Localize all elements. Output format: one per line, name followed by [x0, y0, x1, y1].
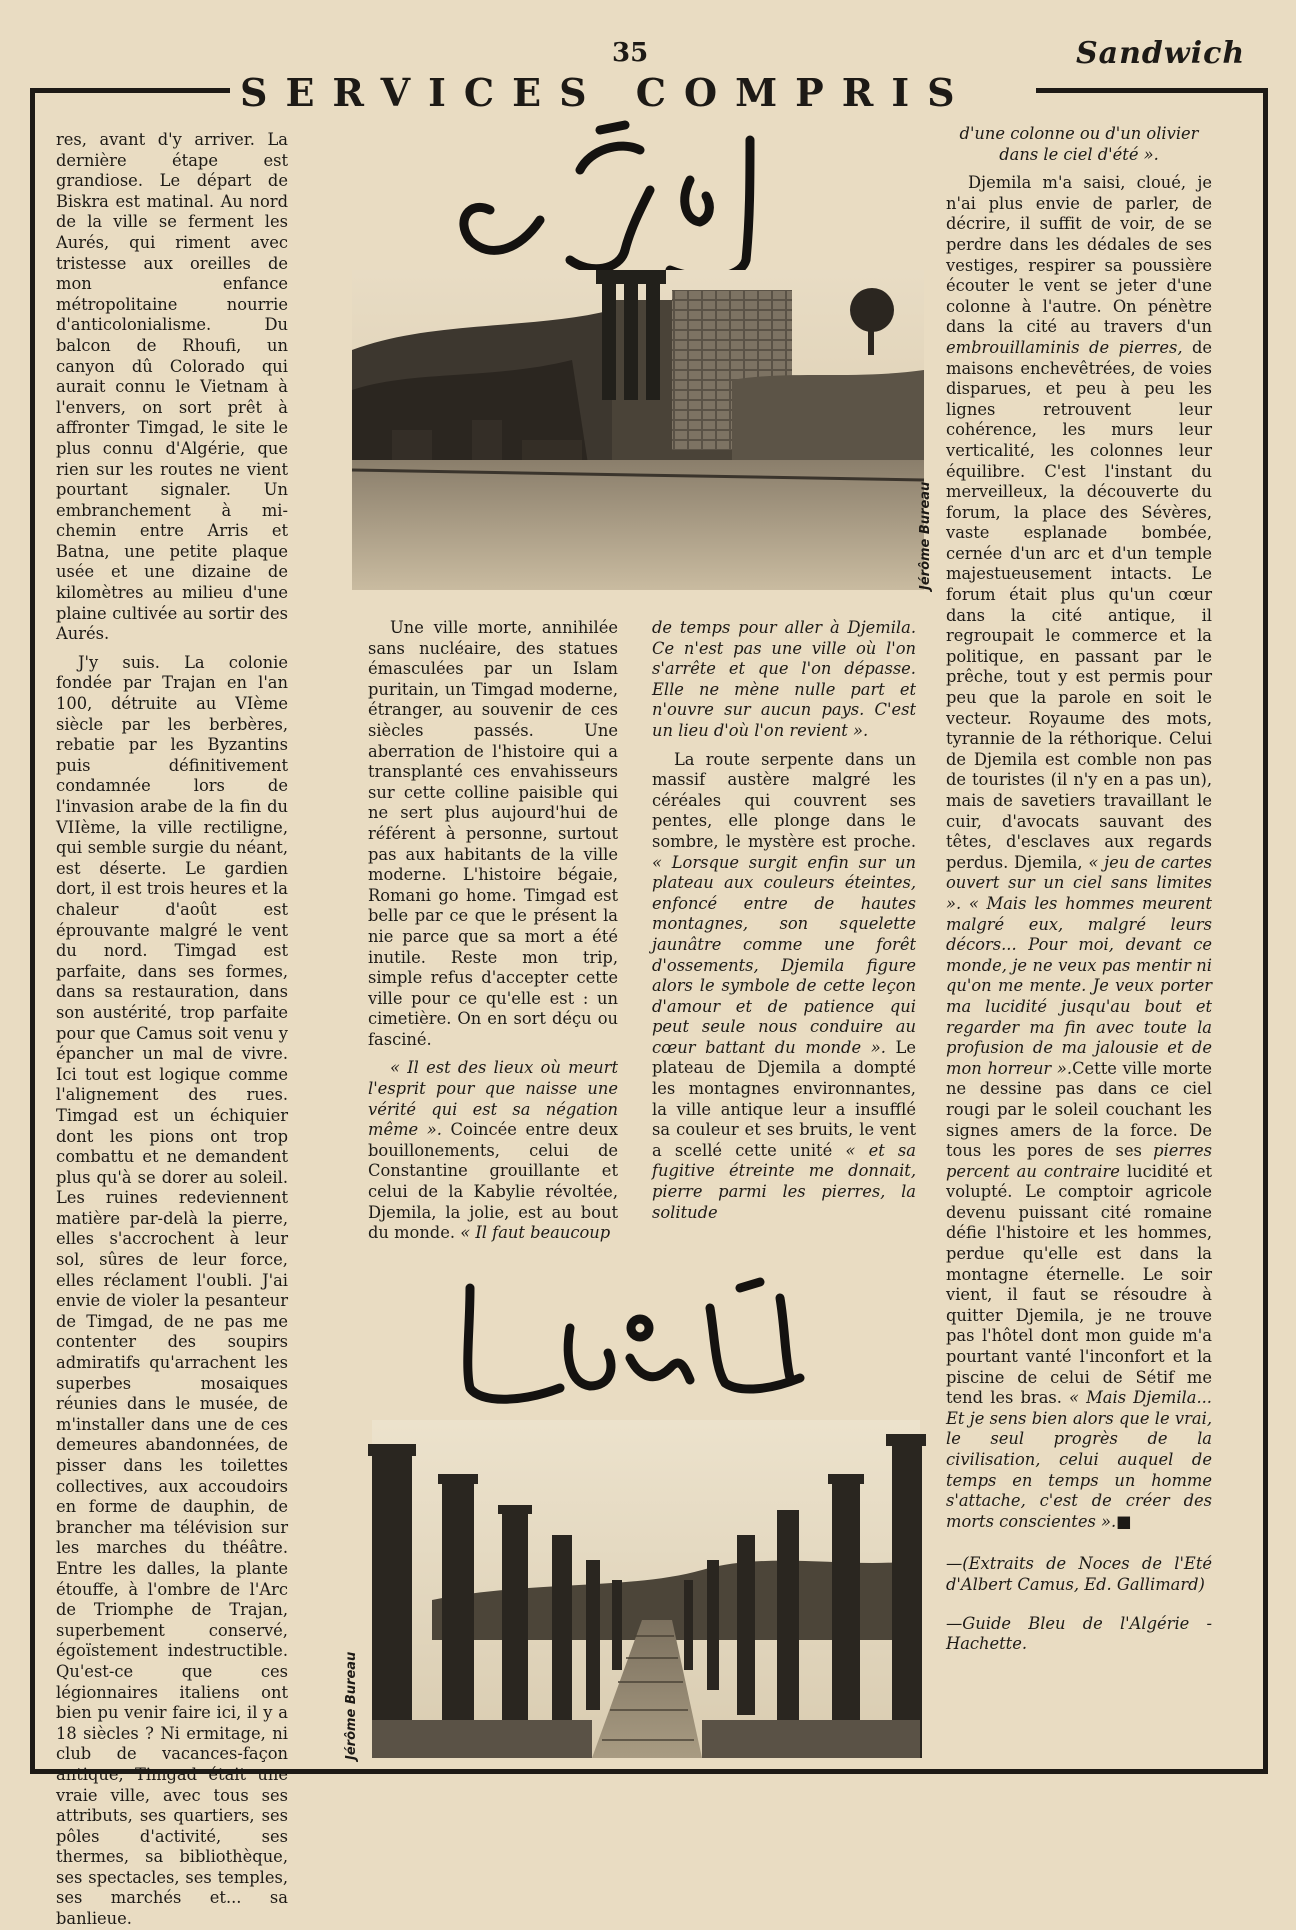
- photo-credit: Jérôme Bureau: [344, 1651, 359, 1760]
- calligraphy-stroke: [630, 1358, 690, 1380]
- text-run: Coincée entre deux bouillonements, celui de Constantine grouillante et celui de la Kabylie révoltée, Djemila, la jolie, est au bout du monde.: [368, 1120, 618, 1243]
- end-mark: ■: [1116, 1511, 1132, 1531]
- frame-right: [1263, 88, 1268, 1774]
- camus-quote: « et sa fugitive étreinte me donnait, pierre parmi les pierres, la solitude: [652, 1140, 916, 1222]
- text-run: de maisons enchevêtrées, de voies disparues, et peu à peu les lignes retrouvent leur cohérence, les murs leur verticalité, les colonnes leur équilibre. C'est l'instant du merveilleux, la découverte du forum, la place des Sévères, vaste esplanade bombée, cernée d'un arc et d'un temple majestueusement intacts. Le forum était plus qu'un cœur dans la cité antique, il regroupait le commerce et la politique, en passant par le prêche, tout y est permis pour peu que la parole en soit le vecteur. Royaume des mots, tyrannie de la réthorique. Celui de Djemila est comble non pas de touristes (il n'y en a pas un), mais de savetiers travaillant le cuir, d'avocats sauvant des têtes, d'esclaves aux regards perdus. Djemila,: [946, 337, 1213, 872]
- paragraph: [652, 750, 916, 1224]
- paragraph: Une ville morte, annihilée sans nucléaire, des statues émasculées par un Islam puritain, un Timgad moderne, étranger, au souvenir de ces siècles passés. Une aberration de l'histoire qui a transplanté ces envahisseurs sur cette colline paisible qui ne sert plus aujourd'hui de référent à personne, surtout pas aux habitants de la ville moderne. L'histoire bégaie, Romani go home. Timgad est belle par ce que le présent la nie parce que sa mort a été inutile. Reste mon trip, simple refus d'accepter cette ville pour ce qu'elle est : un cimetière. On en sort déçu ou fasciné.: [368, 618, 618, 1049]
- paragraph: [652, 618, 916, 742]
- text-run: Le plateau de Djemila a dompté les montagnes environnantes, la ville antique leur a insufflé sa couleur et ses bruits, le vent a scellé cette unité: [652, 1037, 916, 1160]
- calligraphy-stroke: [468, 1288, 560, 1399]
- camus-quote: « Il est des lieux où meurt l'esprit pour que naisse une vérité qui est sa négation même ».: [368, 1058, 618, 1140]
- arabic-calligraphy-tlemcen: [440, 1268, 860, 1418]
- frame-top-left: [30, 88, 230, 93]
- page-number: 35: [612, 38, 649, 68]
- calligraphy-stroke: [568, 1328, 611, 1386]
- photo-timgad-colonnade: [372, 1420, 920, 1758]
- article-column-3: [652, 618, 916, 1238]
- frame-left: [30, 88, 35, 1774]
- text-run: Cette ville morte ne dessine pas dans ce ciel rougi par le soleil couchant les signes amers de la force. De tous les pores de ses: [946, 1058, 1212, 1161]
- calligraphy-stroke: [631, 1319, 649, 1337]
- camus-quote: « Il faut beaucoup: [460, 1223, 611, 1243]
- paragraph: res, avant d'y arriver. La dernière étape est grandiose. Le départ de Biskra est matinal. Au nord de la ville se ferment les Aurés, qui riment avec tristesse aux oreilles de mon enfance métropolitaine nourrie d'anticolonialisme. Du balcon de Rhoufi, un canyon dû Colorado qui aurait connu le Vietnam à l'envers, on sort prêt à affronter Timgad, le site le plus connu d'Algérie, que rien sur les routes ne vient pourtant signaler. Un embranchement à mi-chemin entre Arris et Batna, une petite plaque usée et une dizaine de kilomètres au milieu d'une plaine cultivée au sortir des Aurés.: [56, 130, 288, 644]
- calligraphy-stroke: [685, 180, 710, 222]
- camus-quote: « Lorsque surgit enfin sur un plateau aux couleurs éteintes, enfoncé entre de hautes montagnes, son squelette jaunâtre comme une forêt d'ossements, Djemila figure alors le symbole de cette leçon d'amour et de patience qui peut seule nous conduire au cœur battant du monde ».: [652, 852, 916, 1057]
- article-column-2: [368, 618, 618, 1243]
- calligraphy-stroke: [780, 1298, 790, 1378]
- text-run: lucidité et volupté. Le comptoir agricole devenu puissant cité romaine défie l'histoire et les hommes, perdue qu'elle est dans la montagne éternelle. Le soir vient, il faut se résoudre à quitter Djemila, je ne trouve pas l'hôtel dont mon guide m'a pourtant vanté l'inconfort et la piscine de celui de Sétif me tend les bras.: [946, 1161, 1212, 1408]
- calligraphy-stroke: [740, 1282, 760, 1288]
- text-run: Djemila m'a saisi, cloué, je n'ai plus envie de parler, de décrire, il suffit de voir, de se perdre dans les dédales de ses vestiges, respirer sa poussière écouter le vent se jeter d'une colonne à l'autre. On pénètre dans la cité au travers d'un: [946, 173, 1212, 337]
- camus-quote: « Mais les hommes meurent malgré eux, malgré leurs décors... Pour moi, devant ce monde, je ne veux pas mentir ni qu'on me mente. Je veux porter ma lucidité jusqu'au bout et regarder ma fin avec toute la profusion de ma jalousie et de mon horreur ».: [946, 893, 1212, 1078]
- article-column-1: [56, 130, 288, 1929]
- camus-quote: de temps pour aller à Djemila. Ce n'est pas une ville où l'on s'arrête et que l'on dépasse. Elle ne mène nulle part et n'ouvre sur aucun pays. C'est un lieu d'où l'on revient ».: [652, 618, 916, 740]
- magazine-brand: Sandwich: [1076, 36, 1246, 71]
- source-citation: —(Extraits de Noces de l'Eté d'Albert Camus, Ed. Gallimard): [946, 1554, 1212, 1594]
- article-column-4: [946, 124, 1212, 1764]
- source-citation: —Guide Bleu de l'Algérie - Hachette.: [946, 1613, 1212, 1654]
- photo-credit: Jérôme Bureau: [918, 481, 933, 590]
- photo-djemila-temple: [352, 270, 924, 590]
- calligraphy-stroke: [600, 125, 625, 130]
- arabic-calligraphy-djemila: [450, 110, 810, 290]
- camus-quote: « jeu de cartes ouvert sur un ciel sans limites ».: [946, 852, 1213, 913]
- italic-run: embrouillaminis de pierres,: [946, 337, 1183, 357]
- calligraphy-stroke: [570, 190, 650, 269]
- paragraph: [368, 1058, 618, 1243]
- text-run: La route serpente dans un massif austère malgré les céréales qui couvrent ses pentes, elle plonge dans le sombre, le mystère est proche.: [652, 749, 916, 851]
- frame-top-right: [1036, 88, 1268, 93]
- camus-quote: d'une colonne ou d'un olivier dans le ciel d'été ».: [959, 124, 1199, 164]
- paragraph: J'y suis. La colonie fondée par Trajan en l'an 100, détruite au VIème siècle par les berbères, rebatie par les Byzantins puis définitivement condamnée lors de l'invasion arabe de la fin du VIIème, la ville rectiligne, qui semble surgie du néant, est déserte. Le gardien dort, il est trois heures et la chaleur d'août est éprouvante malgré le vent du nord. Timgad est parfaite, dans ses formes, dans sa restauration, dans son austérité, trop parfaite pour que Camus soit venu y épancher un mal de vivre. Ici tout est logique comme l'alignement des rues. Timgad est un échiquier dont les pions ont trop combattu et ne demandent plus qu'à se dorer au soleil. Les ruines redeviennent matière par-delà la pierre, elles s'accrochent à leur sol, sûres de leur force, elles réclament l'oubli. J'ai envie de violer la pesanteur de Timgad, de ne pas me contenter des soupirs admiratifs qu'arrachent les superbes mosaiques réunies dans le musée, de m'installer dans une de ces demeures abandonnées, de pisser dans les toilettes collectives, aux accoudoirs en forme de dauphin, de brancher ma télévision sur les marches du théâtre. Entre les dalles, la plante étouffe, à l'ombre de l'Arc de Triomphe de Trajan, superbement conservé, égoïstement indestructible. Qu'est-ce que ces légionnaires italiens ont bien pu venir faire ici, il y a 18 siècles ? Ni ermitage, ni club de vacances-façon antique, Timgad était une vraie ville, avec tous ses attributs, ses quartiers, ses pôles d'activité, ses thermes, sa bibliothèque, ses spectacles, ses temples, ses marchés et... sa banlieue.: [56, 652, 288, 1929]
- paragraph: [946, 173, 1212, 1532]
- paragraph: [946, 124, 1212, 165]
- calligraphy-stroke: [464, 207, 540, 250]
- calligraphy-stroke: [580, 146, 640, 170]
- camus-quote: « Mais Djemila... Et je sens bien alors que le vrai, le seul progrès de la civilisation, celui auquel de temps en temps un homme s'attache, c'est de créer des morts conscientes ».: [946, 1388, 1212, 1531]
- italic-run: pierres percent au contraire: [946, 1141, 1212, 1181]
- section-rubric: SERVICES COMPRIS: [240, 70, 973, 115]
